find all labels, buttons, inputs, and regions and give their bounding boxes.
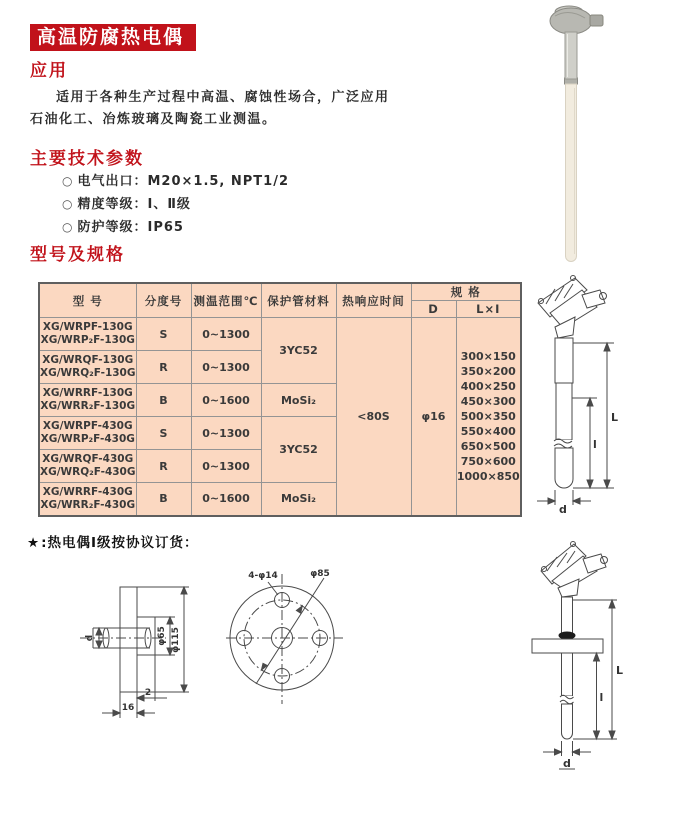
col-header-response: 热响应时间 xyxy=(336,283,411,318)
dim-label-phi65: φ65 xyxy=(157,626,167,646)
model-line: XG/WRR₂F-130G xyxy=(40,400,136,412)
parameter-text: 防护等级：IP65 xyxy=(77,220,184,235)
range-cell: 0~1300 xyxy=(191,351,261,384)
dim-label-holes: 4-φ14 xyxy=(248,571,278,581)
flange-side-drawing xyxy=(58,550,248,750)
ring-bullet-icon: ○ xyxy=(62,174,74,188)
order-note-text: :热电偶Ⅰ级按协议订货： xyxy=(41,535,199,551)
lxi-cell xyxy=(456,318,521,516)
model-line: XG/WRQF-430G xyxy=(42,453,134,465)
dim-label-phi115: φ115 xyxy=(171,627,181,653)
col-header-sheath: 保护管材料 xyxy=(261,283,336,318)
lxi-value: 400×250 xyxy=(460,379,516,393)
range-cell: 0~1300 xyxy=(191,318,261,351)
model-line: XG/WRPF-430G xyxy=(42,420,133,432)
dim-label-2: 2 xyxy=(144,688,152,698)
dimension-lines xyxy=(256,578,324,684)
application-line1: 适用于各种生产过程中高温、腐蚀性场合，广泛应用 xyxy=(56,90,390,105)
model-line: XG/WRR₂F-430G xyxy=(40,498,136,511)
graduation-cell: S xyxy=(136,417,191,450)
range-cell: 0~1300 xyxy=(191,450,261,483)
range-cell: 0~1600 xyxy=(191,483,261,516)
col-header-graduation: 分度号 xyxy=(136,283,191,318)
model-line: XG/WRQ₂F-430G xyxy=(40,466,136,478)
range-cell: 0~1600 xyxy=(191,384,261,417)
dim-label-l: l xyxy=(599,691,604,704)
flange-front-drawing xyxy=(225,548,415,748)
sheath-cell: MoSi₂ xyxy=(261,384,336,417)
model-line: XG/WRP₂F-430G xyxy=(40,433,135,445)
dim-label-circle: φ85 xyxy=(310,569,330,579)
parameter-text: 电气出口：M20×1.5, NPT1/2 xyxy=(77,174,290,189)
model-line: XG/WRP₂F-130G xyxy=(40,334,135,346)
thermocouple-photo xyxy=(533,2,617,268)
col-header-spec: 规 格 xyxy=(411,283,521,301)
page-title: 高温防腐热电偶 xyxy=(37,26,185,48)
star-icon: ★ xyxy=(27,535,41,551)
graduation-cell: B xyxy=(136,384,191,417)
lxi-value: 350×200 xyxy=(460,364,516,378)
application-heading: 应用 xyxy=(30,61,68,81)
lxi-value: 550×400 xyxy=(460,424,516,438)
list-item xyxy=(62,216,289,239)
col-header-lxi: L×I xyxy=(456,301,521,318)
model-line: XG/WRPF-130G xyxy=(42,321,133,333)
sheath-cell: MoSi₂ xyxy=(261,483,336,516)
table-row xyxy=(39,318,521,351)
diameter-cell: φ16 xyxy=(411,318,456,516)
model-line: XG/WRQF-130G xyxy=(42,354,134,366)
parameters-heading: 主要技术参数 xyxy=(30,149,144,169)
model-cell xyxy=(39,351,136,384)
model-cell xyxy=(39,483,136,516)
spec-table xyxy=(38,282,522,517)
probe-drawing xyxy=(524,272,676,514)
lxi-value: 300×150 xyxy=(460,349,516,363)
dim-label-L: L xyxy=(611,411,619,424)
graduation-cell: R xyxy=(136,450,191,483)
lxi-value: 750×600 xyxy=(460,454,516,468)
sheath-cell: 3YC52 xyxy=(261,318,336,384)
dim-label-16: 16 xyxy=(121,703,135,713)
model-cell xyxy=(39,384,136,417)
page-title-banner xyxy=(30,24,196,51)
range-cell: 0~1300 xyxy=(191,417,261,450)
lxi-value: 450×300 xyxy=(460,394,516,408)
list-item xyxy=(62,170,289,193)
dim-label-d: d xyxy=(559,503,567,514)
list-item xyxy=(62,193,289,216)
model-line: XG/WRRF-430G xyxy=(42,485,133,498)
sheath-cell: 3YC52 xyxy=(261,417,336,483)
graduation-cell: R xyxy=(136,351,191,384)
dimension-labels xyxy=(559,411,618,514)
graduation-cell: B xyxy=(136,483,191,516)
probe-outline xyxy=(538,276,607,489)
spec-heading: 型号及规格 xyxy=(30,245,125,265)
dim-label-l: l xyxy=(593,438,597,451)
dimension-labels xyxy=(248,569,330,581)
ring-bullet-icon: ○ xyxy=(62,197,74,211)
dim-label-d: d xyxy=(563,757,571,770)
model-cell xyxy=(39,450,136,483)
response-cell: <80S xyxy=(336,318,411,516)
ring-bullet-icon: ○ xyxy=(62,220,74,234)
dimension-lines xyxy=(537,343,614,505)
parameters-list xyxy=(62,170,289,239)
lxi-value: 500×350 xyxy=(460,409,516,423)
lxi-value: 650×500 xyxy=(460,439,516,453)
graduation-cell: S xyxy=(136,318,191,351)
lxi-value: 1000×850 xyxy=(456,469,520,483)
dim-label-L: L xyxy=(616,664,624,677)
col-header-range: 测温范围℃ xyxy=(191,283,261,318)
model-cell xyxy=(39,318,136,351)
model-line: XG/WRRF-130G xyxy=(42,387,133,399)
order-note xyxy=(27,531,199,551)
model-cell xyxy=(39,417,136,450)
model-line: XG/WRQ₂F-130G xyxy=(40,367,136,379)
parameter-text: 精度等级：Ⅰ、Ⅱ级 xyxy=(77,197,191,212)
col-header-model: 型 号 xyxy=(39,283,136,318)
col-header-d: D xyxy=(411,301,456,318)
dim-label-d: d xyxy=(85,634,95,642)
flanged-probe-drawing xyxy=(495,538,680,773)
dimension-lines xyxy=(543,600,617,769)
application-line2: 石油化工、冶炼玻璃及陶瓷工业测温。 xyxy=(30,112,277,127)
